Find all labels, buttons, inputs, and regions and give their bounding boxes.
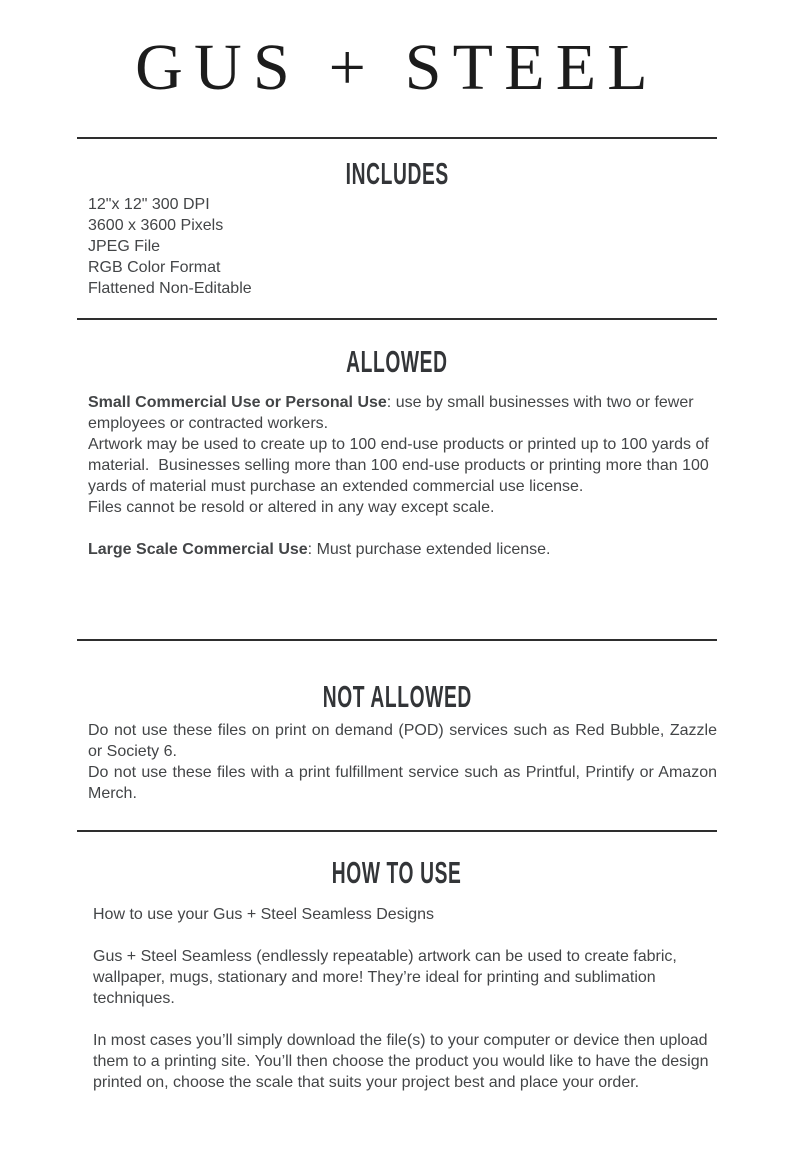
includes-item: RGB Color Format [88, 259, 221, 276]
allowed-paragraph-artwork: Artwork may be used to create up to 100 end-use products or printed up to 100 yards of material. Businesses selling more than 100 end-use products or printing more than 100 yards of material must purchase an extended commercial use license. [88, 436, 709, 495]
allowed-lead-bold: Small Commercial Use or Personal Use [88, 394, 387, 411]
includes-list [77, 194, 717, 304]
divider [77, 137, 717, 139]
divider [77, 639, 717, 641]
allowed-heading [77, 346, 717, 377]
how-to-use-heading [77, 857, 717, 888]
how-to-use-body [77, 904, 717, 1093]
allowed-paragraph-files: Files cannot be resold or altered in any way except scale. [88, 499, 495, 516]
allowed-body [77, 392, 717, 622]
allowed-large-scale-rest: : Must purchase extended license. [307, 541, 551, 558]
section-not-allowed [77, 681, 717, 810]
section-allowed [77, 346, 717, 622]
divider [77, 830, 717, 832]
how-to-use-paragraph-seamless: Gus + Steel Seamless (endlessly repeatable) artwork can be used to create fabric, wallpaper, mugs, stationary and more! They’re ideal for printing and sublimation techniques. [93, 948, 677, 1007]
not-allowed-heading-text: NOT ALLOWED [322, 679, 472, 714]
not-allowed-paragraph-pod: Do not use these files on print on demand (POD) services such as Red Bubble, Zazzle or Society 6. [88, 722, 717, 760]
section-includes [77, 158, 717, 304]
license-info-page [0, 26, 794, 1149]
divider [77, 318, 717, 320]
includes-item: 12"x 12" 300 DPI [88, 196, 210, 213]
not-allowed-body [77, 720, 717, 810]
includes-heading [77, 158, 717, 189]
section-how-to-use [77, 857, 717, 1093]
includes-heading-text: INCLUDES [345, 156, 449, 191]
includes-item: Flattened Non-Editable [88, 280, 252, 297]
how-to-use-intro: How to use your Gus + Steel Seamless Designs [93, 906, 435, 923]
includes-item: JPEG File [88, 238, 161, 255]
allowed-heading-text: ALLOWED [346, 344, 448, 379]
how-to-use-heading-text: HOW TO USE [332, 855, 462, 890]
allowed-paragraph-small-commercial [88, 392, 717, 434]
not-allowed-heading [77, 681, 717, 712]
includes-item: 3600 x 3600 Pixels [88, 217, 224, 234]
allowed-lead-rest: : use by small businesses with two or fewer employees or contracted workers. [88, 394, 694, 432]
brand-title: GUS + STEEL [135, 31, 659, 104]
not-allowed-paragraph-fulfillment: Do not use these files with a print fulfillment service such as Printful, Printify or Amazon Merch. [88, 764, 717, 802]
how-to-use-paragraph-download: In most cases you’ll simply download the file(s) to your computer or device then upload them to a printing site. You’ll then choose the product you would like to have the design printed on, choose the scale that suits your project best and place your order. [93, 1032, 709, 1091]
allowed-large-scale-bold: Large Scale Commercial Use [88, 541, 308, 558]
allowed-paragraph-large-scale [88, 539, 717, 560]
